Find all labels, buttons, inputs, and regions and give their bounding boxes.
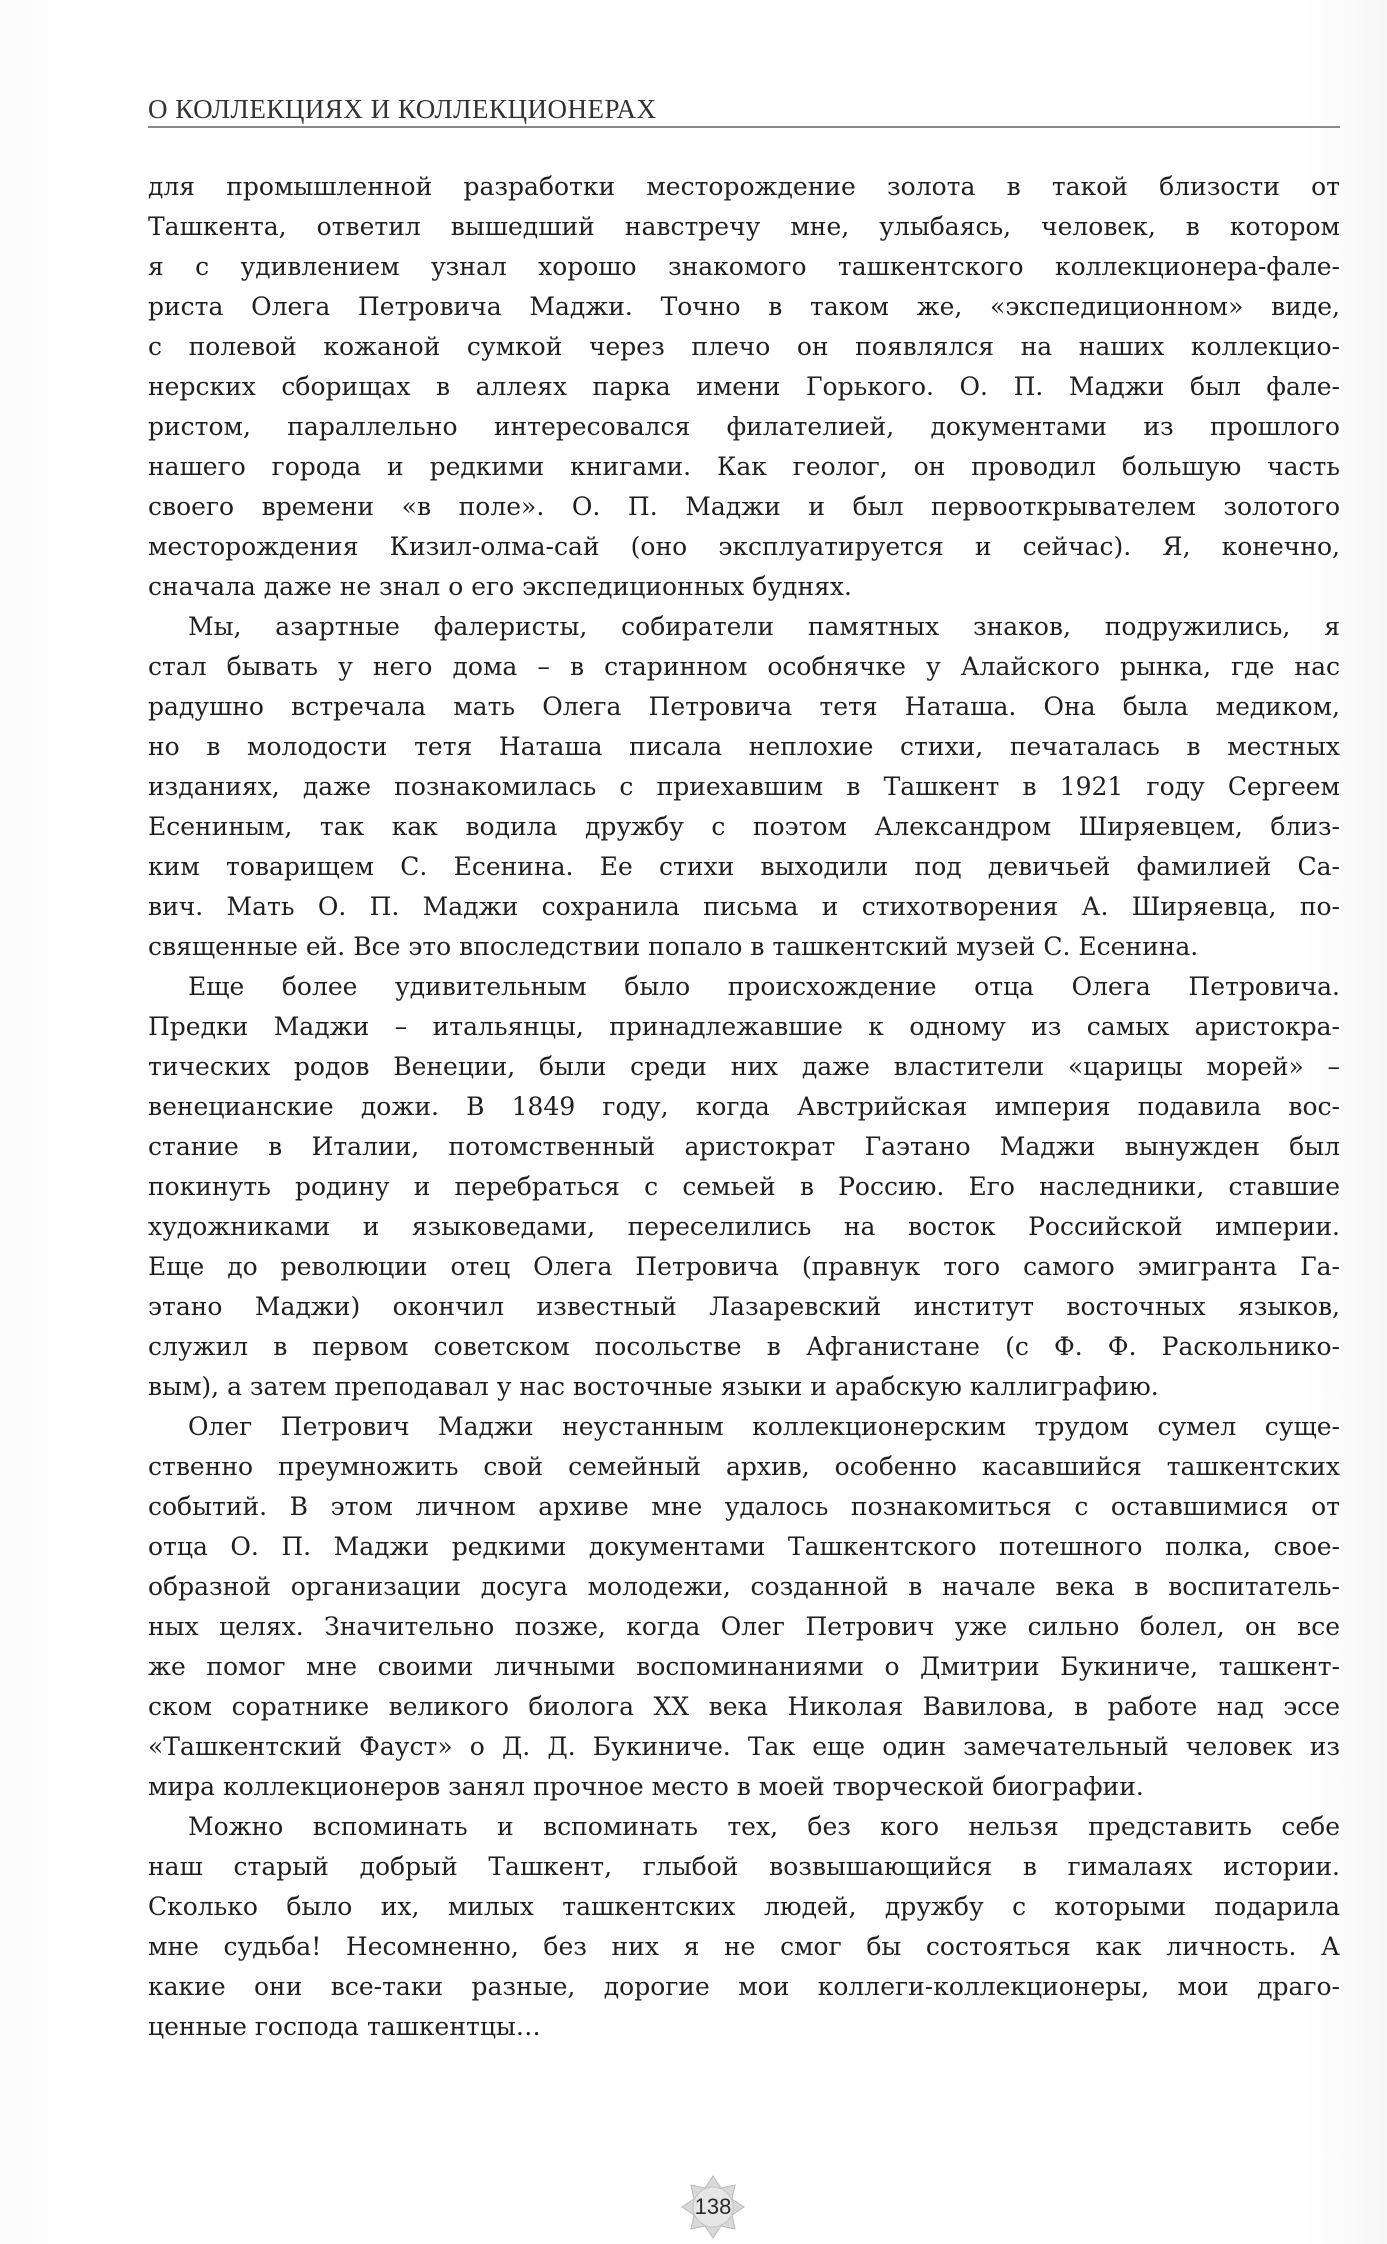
text-line: риста Олега Петровича Маджи. Точно в таком же, «экспедиционном» виде, <box>148 292 1340 321</box>
paragraph-first-line: Олег Петрович Маджи неустанным коллекционерским трудом сумел суще- <box>188 1412 1340 1441</box>
text-line: Ташкента, ответил вышедший навстречу мне, улыбаясь, человек, в котором <box>148 212 1340 241</box>
text-line: венецианские дожи. В 1849 году, когда Австрийская империя подавила вос- <box>148 1092 1340 1121</box>
text-line: ким товарищем С. Есенина. Ее стихи выходили под девичьей фамилией Са- <box>148 852 1340 881</box>
paragraph-first-line: Еще более удивительным было происхождение отца Олега Петровича. <box>188 972 1340 1001</box>
text-line: отца О. П. Маджи редкими документами Ташкентского потешного полка, свое- <box>148 1532 1340 1561</box>
text-line: ценные господа ташкентцы… <box>148 2012 541 2041</box>
text-line: но в молодости тетя Наташа писала неплохие стихи, печаталась в местных <box>148 732 1340 761</box>
text-line: этано Маджи) окончил известный Лазаревский институт восточных языков, <box>148 1292 1340 1321</box>
text-line: стание в Италии, потомственный аристократ Гаэтано Маджи вынужден был <box>148 1132 1340 1161</box>
text-line: вым), а затем преподавал у нас восточные языки и арабскую каллиграфию. <box>148 1372 1159 1401</box>
text-line: Еще до революции отец Олега Петровича (правнук того самого эмигранта Га- <box>148 1252 1340 1281</box>
body-text <box>148 167 1340 2047</box>
text-line: художниками и языковедами, переселились на восток Российской империи. <box>148 1212 1340 1241</box>
paragraph-first-line: Мы, азартные фалеристы, собиратели памятных знаков, подружились, я <box>188 612 1340 641</box>
text-line: нерских сборищах в аллеях парка имени Горького. О. П. Маджи был фале- <box>148 372 1340 401</box>
text-line: вич. Мать О. П. Маджи сохранила письма и стихотворения А. Ширяевца, по- <box>148 892 1340 921</box>
text-line: ственно преумножить свой семейный архив, особенно касавшийся ташкентских <box>148 1452 1340 1481</box>
page-number: 138 <box>694 2194 732 2219</box>
text-line: тических родов Венеции, были среди них даже властители «царицы морей» – <box>148 1052 1340 1081</box>
text-line: событий. В этом личном архиве мне удалось познакомиться с оставшимися от <box>148 1492 1340 1521</box>
text-line: Есениным, так как водила дружбу с поэтом Александром Ширяевцем, близ- <box>148 812 1340 841</box>
header-rule <box>148 126 1340 128</box>
running-head: О КОЛЛЕКЦИЯХ И КОЛЛЕКЦИОНЕРАХ <box>148 94 657 124</box>
text-line: мне судьба! Несомненно, без них я не смог бы состояться как личность. А <box>148 1932 1340 1961</box>
text-line: радушно встречала мать Олега Петровича тетя Наташа. Она была медиком, <box>148 692 1340 721</box>
text-line: изданиях, даже познакомилась с приехавшим в Ташкент в 1921 году Сергеем <box>148 772 1340 801</box>
text-line: своего времени «в поле». О. П. Маджи и был первооткрывателем золотого <box>148 492 1340 521</box>
text-line: же помог мне своими личными воспоминаниями о Дмитрии Букиниче, ташкент- <box>148 1652 1340 1681</box>
text-line: месторождения Кизил-олма-сай (оно эксплуатируется и сейчас). Я, конечно, <box>148 532 1340 561</box>
text-line: покинуть родину и перебраться с семьей в Россию. Его наследники, ставшие <box>148 1172 1340 1201</box>
text-line: служил в первом советском посольстве в Афганистане (с Ф. Ф. Раскольнико- <box>148 1332 1340 1361</box>
text-line: мира коллекционеров занял прочное место в моей творческой биографии. <box>148 1772 1144 1801</box>
text-line: Сколько было их, милых ташкентских людей, дружбу с которыми подарила <box>148 1892 1340 1921</box>
text-line: «Ташкентский Фауст» о Д. Д. Букиниче. Так еще один замечательный человек из <box>148 1732 1340 1761</box>
text-line: наш старый добрый Ташкент, глыбой возвышающийся в гималаях истории. <box>148 1852 1340 1881</box>
page-number-badge <box>680 2174 746 2240</box>
text-line: ристом, параллельно интересовался филателией, документами из прошлого <box>148 412 1340 441</box>
text-line: Предки Маджи – итальянцы, принадлежавшие к одному из самых аристокра- <box>148 1012 1340 1041</box>
text-line: нашего города и редкими книгами. Как геолог, он проводил большую часть <box>148 452 1340 481</box>
text-line: ных целях. Значительно позже, когда Олег Петрович уже сильно болел, он все <box>148 1612 1340 1641</box>
text-line: стал бывать у него дома – в старинном особнячке у Алайского рынка, где нас <box>148 652 1340 681</box>
text-line: сначала даже не знал о его экспедиционных буднях. <box>148 572 852 601</box>
text-line: священные ей. Все это впоследствии попало в ташкентский музей С. Есенина. <box>148 932 1199 961</box>
paragraph-first-line: Можно вспоминать и вспоминать тех, без кого нельзя представить себе <box>188 1812 1340 1841</box>
text-line: для промышленной разработки месторождение золота в такой близости от <box>148 172 1340 201</box>
text-line: я с удивлением узнал хорошо знакомого ташкентского коллекционера-фале- <box>148 252 1340 281</box>
text-line: какие они все-таки разные, дорогие мои коллеги-коллекционеры, мои драго- <box>148 1972 1340 2001</box>
text-line: ском соратнике великого биолога ХХ века Николая Вавилова, в работе над эссе <box>148 1692 1340 1721</box>
text-line: образной организации досуга молодежи, созданной в начале века в воспитатель- <box>148 1572 1340 1601</box>
text-line: с полевой кожаной сумкой через плечо он появлялся на наших коллекцио- <box>148 332 1340 361</box>
